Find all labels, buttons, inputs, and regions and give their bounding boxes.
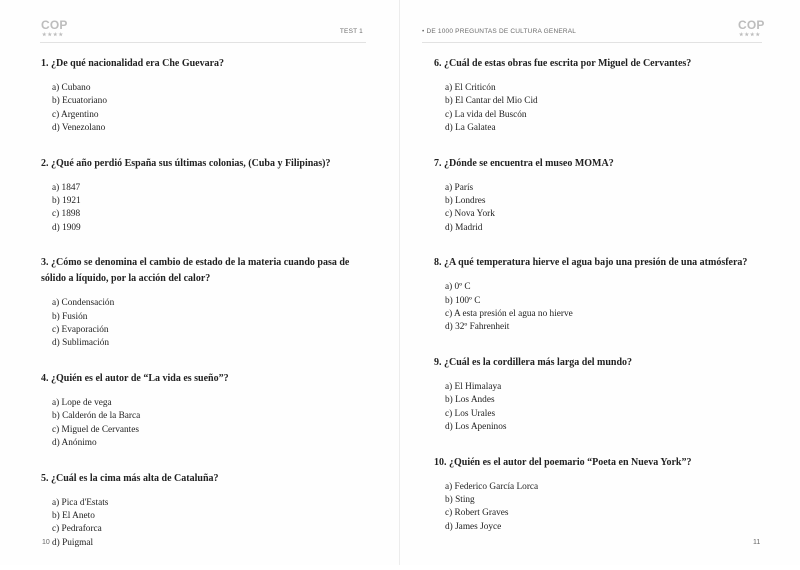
option: d) Puigmal	[52, 537, 94, 548]
option: d) Anónimo	[52, 438, 97, 449]
option: c) Los Urales	[445, 408, 496, 419]
option: a) Lope de vega	[52, 397, 112, 408]
question-list	[41, 56, 371, 570]
option: b) Los Andes	[445, 395, 495, 406]
option: c) A esta presión el agua no hierve	[445, 309, 573, 320]
question-text: 5. ¿Cuál es la cima más alta de Cataluña?	[41, 472, 219, 484]
question-text: 1. ¿De qué nacionalidad era Che Guevara?	[41, 58, 225, 69]
option: a) Cubano	[52, 83, 91, 93]
option: c) La vida del Buscón	[445, 109, 527, 120]
question-text: 3. ¿Cómo se denomina el cambio de estado de la materia cuando pasa de sólido a líquido, por la acción del calor?	[41, 257, 350, 285]
logo-stars: ★★★★	[42, 32, 64, 38]
option: b) El Cantar del Mio Cid	[445, 96, 538, 107]
option: b) Fusión	[52, 311, 88, 322]
option: b) 1921	[52, 196, 81, 207]
page-number: 10	[42, 539, 50, 546]
left-page	[0, 0, 400, 565]
option: b) Londres	[445, 196, 486, 207]
option: c) Evaporación	[52, 325, 109, 336]
question-text: 2. ¿Qué año perdió España sus últimas colonias, (Cuba y Filipinas)?	[41, 157, 331, 169]
question	[434, 355, 774, 435]
option: a) Condensación	[52, 298, 115, 309]
option: c) Miguel de Cervantes	[52, 424, 139, 435]
question	[434, 56, 774, 136]
option: d) Sublimación	[52, 338, 110, 349]
question-text: 4. ¿Quién es el autor de “La vida es sueño”?	[41, 372, 229, 384]
option: b) Calderón de la Barca	[52, 411, 141, 422]
publisher-logo	[41, 19, 68, 38]
option: b) 100º C	[445, 295, 481, 306]
option: d) La Galatea	[445, 123, 496, 134]
option-list	[41, 497, 371, 551]
option: a) 0º C	[445, 282, 471, 293]
option: c) 1898	[52, 209, 81, 220]
option: b) Sting	[445, 494, 475, 505]
question-list	[434, 56, 774, 554]
header-rule	[40, 42, 366, 43]
option: c) Argentino	[52, 109, 99, 120]
option: d) James Joyce	[445, 521, 502, 532]
logo-text: COP	[738, 18, 765, 32]
option-list	[41, 297, 371, 351]
question	[434, 156, 774, 236]
option: a) El Himalaya	[445, 381, 502, 392]
option: a) Pica d'Estats	[52, 497, 109, 508]
question	[434, 455, 774, 535]
option: a) París	[445, 182, 474, 193]
option: d) Madrid	[445, 222, 483, 233]
question	[434, 255, 774, 335]
running-head: TEST 1	[339, 28, 363, 35]
option: b) Ecuatoriano	[52, 96, 107, 107]
question-text: 9. ¿Cuál es la cordillera más larga del mundo?	[434, 356, 633, 368]
question-text: 10. ¿Quién es el autor del poemario “Poeta en Nueva York”?	[434, 456, 692, 468]
option-list	[41, 182, 371, 236]
question	[41, 156, 371, 236]
option: d) Venezolano	[52, 123, 106, 134]
option: a) 1847	[52, 182, 81, 193]
option-list	[434, 182, 774, 236]
option: b) El Aneto	[52, 510, 95, 521]
option-list	[434, 281, 774, 335]
question	[41, 371, 371, 451]
right-page	[400, 0, 800, 565]
option: a) Federico García Lorca	[445, 481, 539, 492]
option-list	[41, 82, 371, 136]
option: c) Robert Graves	[445, 508, 509, 519]
option: d) 1909	[52, 222, 81, 233]
logo-text: COP	[41, 18, 68, 32]
question-text: 8. ¿A qué temperatura hierve el agua bajo una presión de una atmósfera?	[434, 257, 748, 269]
option: a) El Criticón	[445, 83, 496, 93]
question	[41, 56, 371, 136]
option: c) Pedraforca	[52, 524, 102, 535]
option: d) Los Apeninos	[445, 422, 507, 433]
option-list	[41, 397, 371, 451]
option: d) 32º Fahrenheit	[445, 322, 510, 333]
header-rule	[422, 42, 762, 43]
running-head: • DE 1000 PREGUNTAS DE CULTURA GENERAL	[422, 28, 577, 35]
question-text: 7. ¿Dónde se encuentra el museo MOMA?	[434, 157, 614, 169]
page-number: 11	[753, 539, 761, 546]
publisher-logo	[738, 19, 765, 38]
option-list	[434, 82, 774, 136]
question	[41, 255, 371, 351]
logo-stars: ★★★★	[739, 32, 761, 38]
option-list	[434, 481, 774, 535]
question-text: 6. ¿Cuál de estas obras fue escrita por Miguel de Cervantes?	[434, 58, 692, 69]
option-list	[434, 381, 774, 435]
question	[41, 471, 371, 551]
option: c) Nova York	[445, 209, 495, 220]
